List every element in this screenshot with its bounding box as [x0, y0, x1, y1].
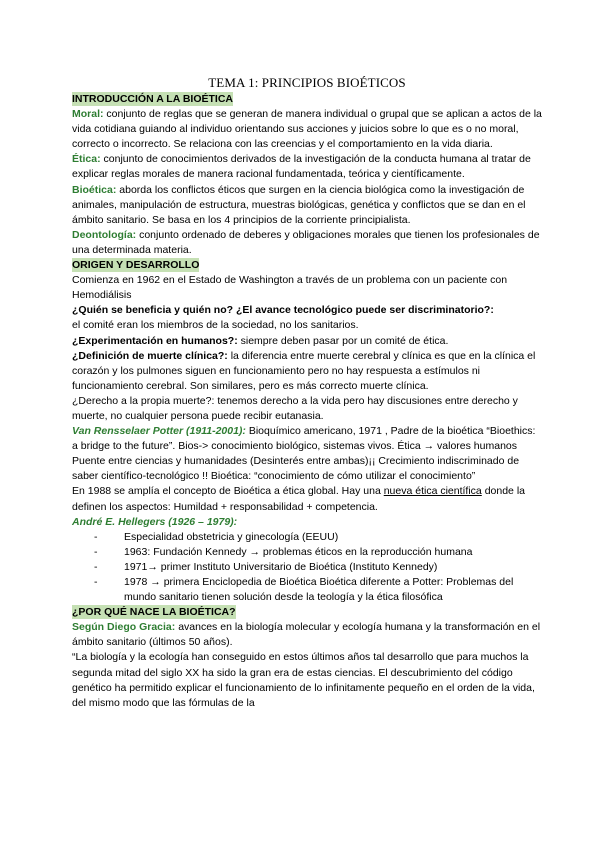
- hellegers-heading: André E. Hellegers (1926 – 1979):: [72, 515, 238, 528]
- qa-3: [72, 349, 542, 394]
- text-bioetica: aborda los conflictos éticos que surgen en la ciencia biológica como la investigación de animales, manipulación de estructura, muestras biológicas, genética y conflictos que se dan en el ámbito sanitario. Se basa en los 4 principios de la corriente principialista.: [72, 183, 526, 226]
- gracia-text: avances en la biología molecular y ecología humana y la transformación en el ámbito sanitario (últimos 50 años).: [72, 621, 541, 649]
- potter-paragraph: [72, 424, 542, 454]
- document-page: [72, 74, 542, 711]
- origen-p2: ¿Derecho a la propia muerte?: tenemos derecho a la vida pero hay discusiones entre derecho y muerte, no cualquier persona puede recibir eutanasia.: [72, 394, 518, 422]
- origen-p4-underlined: nueva ética científica: [383, 485, 482, 498]
- list-item: - 1978 → primera Enciclopedia de Bioética Bioética diferente a Potter: Problemas del mundo sanitario tienen solución desde la teología y la ética filosófica: [124, 575, 542, 605]
- term-deontologia: Deontología:: [72, 228, 137, 241]
- origen-p4: [72, 484, 542, 514]
- section-heading-porque: ¿POR QUÉ NACE LA BIOÉTICA?: [72, 606, 236, 619]
- list-item: - 1963: Fundación Kennedy → problemas éticos en la reproducción humana: [124, 545, 542, 560]
- question-1: ¿Quién se beneficia y quién no? ¿El avance tecnológico puede ser discriminatorio?:: [72, 304, 494, 317]
- def-deontologia: [72, 228, 542, 258]
- gracia-name: Según Diego Gracia:: [72, 621, 176, 634]
- term-etica: Ética:: [72, 153, 101, 166]
- answer-2: siempre deben pasar por un comité de ética.: [237, 334, 449, 347]
- gracia-paragraph: [72, 620, 542, 650]
- term-bioetica: Bioética:: [72, 183, 117, 196]
- text-etica: conjunto de conocimientos derivados de la investigación de la conducta humana al tratar de explicar reglas morales de manera racional fundamentada, teórica y científicamente.: [72, 153, 531, 181]
- origen-p1: Comienza en 1962 en el Estado de Washington a través de un problema con un paciente con Hemodiálisis: [72, 274, 508, 302]
- potter-name: Van Rensselaer Potter (1911-2001):: [72, 425, 246, 438]
- origen-p4-start: En 1988 se amplía el concepto de Bioética a ética global. Hay una: [72, 485, 384, 498]
- qa-2: [72, 334, 542, 349]
- question-2: ¿Experimentación en humanos?:: [72, 334, 238, 347]
- answer-3: la diferencia entre muerte cerebral y clínica es que en la clínica el corazón y los pulmones siguen en funcionamiento pero no hay respuesta a estímulos ni funcionamiento cerebral. Son similares, pero es más correcto muerte clínica.: [72, 349, 536, 392]
- origen-p4-end: donde la definen los aspectos: Humildad + responsabilidad + competencia.: [72, 485, 525, 513]
- list-item: - 1971→ primer Instituto Universitario de Bioética (Instituto Kennedy): [124, 560, 542, 575]
- def-bioetica: [72, 183, 542, 228]
- section-heading-intro: INTRODUCCIÓN A LA BIOÉTICA: [72, 93, 233, 105]
- answer-1: el comité eran los miembros de la sociedad, no los sanitarios.: [72, 319, 359, 332]
- list-item: - Especialidad obstetricia y ginecología (EEUU): [124, 530, 542, 545]
- potter-text: Bioquímico americano, 1971 , Padre de la bioética “Bioethics: a bridge to the future”. Bios-> conocimiento biológico, sistemas vivos. Ética → valores humanos: [72, 425, 536, 453]
- def-moral: [72, 107, 542, 152]
- gracia-quote: “La biología y la ecología han conseguido en estos últimos años tal desarrollo que para muchos la segunda mitad del siglo XX ha sido la gran era de estas ciencias. El descubrimiento del código genético ha permitido explicar el funcionamiento de lo infinitamente pequeño en el orden de la vida, del mismo modo que las fórmulas de la: [72, 651, 535, 709]
- text-deontologia: conjunto ordenado de deberes y obligaciones morales que tienen los profesionales de una determinada materia.: [72, 228, 540, 256]
- section-heading-origen: ORIGEN Y DESARROLLO: [72, 259, 200, 272]
- document-title: TEMA 1: PRINCIPIOS BIOÉTICOS: [208, 75, 406, 90]
- def-etica: [72, 152, 542, 182]
- hellegers-list: [72, 530, 542, 605]
- term-moral: Moral:: [72, 108, 104, 121]
- origen-p3: Puente entre ciencias y humanidades (Desinterés entre ambas)¡¡ Crecimiento indiscriminado de saber científico-tecnológico !! Bioética: “conocimiento de cómo utilizar el conocimiento”: [72, 455, 520, 483]
- text-moral: conjunto de reglas que se generan de manera individual o grupal que se aplican a actos de la vida cotidiana guiando al individuo orientando sus acciones y juicios sobre lo que es o no moral, correcto o incorrecto. Se relaciona con las creencias y el comportamiento en la vida diaria.: [72, 108, 542, 151]
- question-3: ¿Definición de muerte clínica?:: [72, 349, 228, 362]
